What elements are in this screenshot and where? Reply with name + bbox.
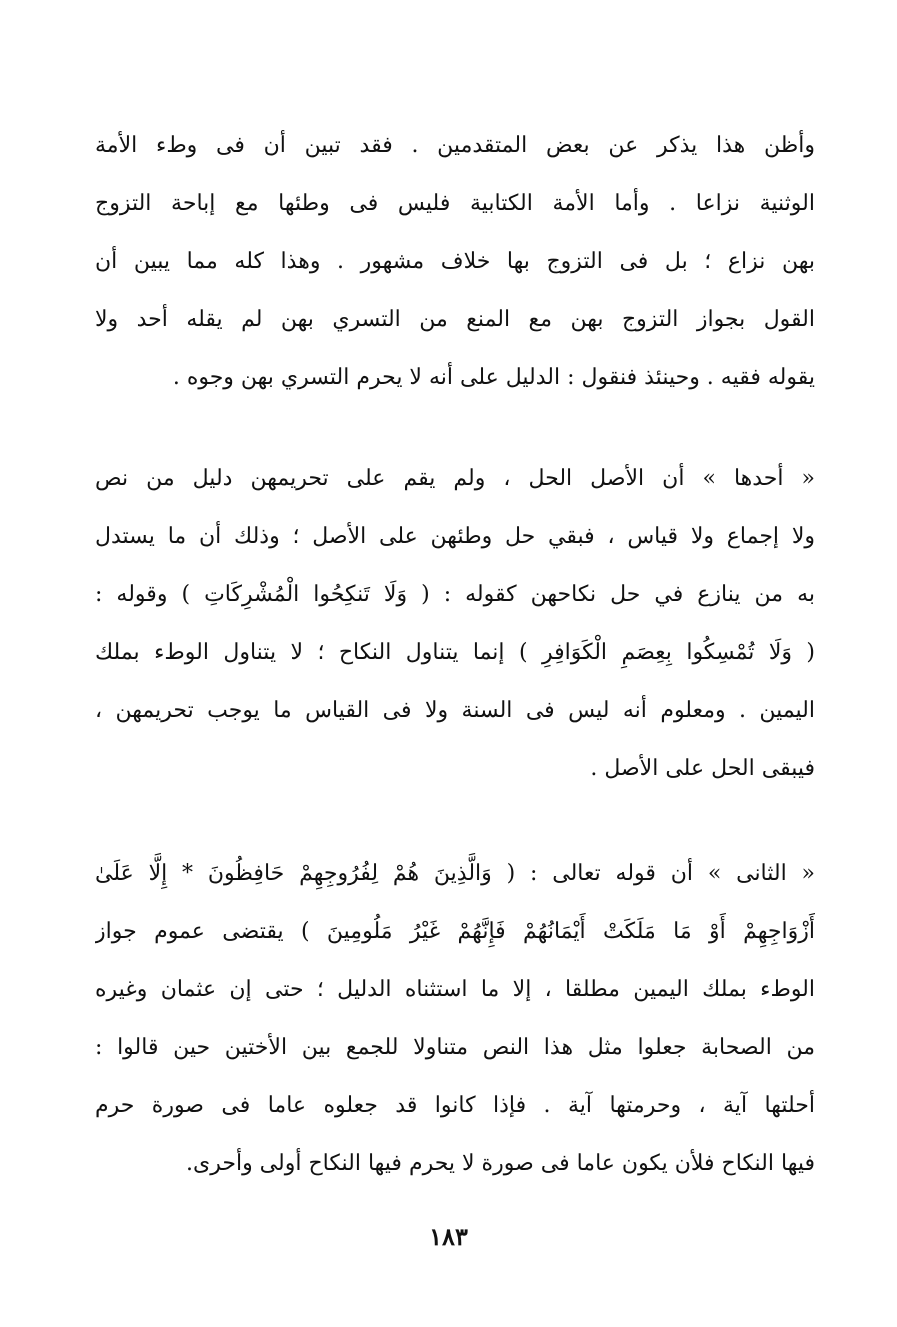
paragraph-line: القول بجواز التزوج بهن مع المنع من التسري بهن لم يقله أحد ولا <box>95 307 815 332</box>
paragraph-line: اليمين . ومعلوم أنه ليس فى السنة ولا فى القياس ما يوجب تحريمهن ، <box>95 698 815 723</box>
paragraph-line: الوثنية نزاعا . وأما الأمة الكتابية فليس فى وطئها مع إباحة التزوج <box>95 191 815 216</box>
paragraph-line: بهن نزاع ؛ بل فى التزوج بها خلاف مشهور . وهذا كله مما يبين أن <box>95 249 815 274</box>
paragraph-line: أَزْوَاجِهِمْ أَوْ مَا مَلَكَتْ أَيْمَانُهُمْ فَإِنَّهُمْ غَيْرُ مَلُومِينَ ) يقتضى عموم جواز <box>95 919 815 944</box>
paragraph-2 <box>95 450 815 798</box>
paragraph-line: الوطء بملك اليمين مطلقا ، إلا ما استثناه الدليل ؛ حتى إن عثمان وغيره <box>95 977 815 1002</box>
paragraph-line: « أحدها » أن الأصل الحل ، ولم يقم على تحريمهن دليل من نص <box>95 466 815 491</box>
paragraph-3 <box>95 845 815 1193</box>
paragraph-line: أحلتها آية ، وحرمتها آية . فإذا كانوا قد جعلوه عاما فى صورة حرم <box>95 1093 815 1118</box>
paragraph-line: « الثانى » أن قوله تعالى : ( وَالَّذِينَ هُمْ لِفُرُوجِهِمْ حَافِظُونَ * إِلَّا عَلَىٰ <box>95 861 815 886</box>
page-number: ١٨٣ <box>429 1222 468 1251</box>
paragraph-line: وأظن هذا يذكر عن بعض المتقدمين . فقد تبين أن فى وطء الأمة <box>95 133 815 158</box>
paragraph-line: يقوله فقيه . وحينئذ فنقول : الدليل على أنه لا يحرم التسري بهن وجوه . <box>172 365 815 390</box>
paragraph-line: من الصحابة جعلوا مثل هذا النص متناولا للجمع بين الأختين حين قالوا : <box>95 1035 815 1060</box>
paragraph-line: به من ينازع في حل نكاحهن كقوله : ( وَلَا تَنكِحُوا الْمُشْرِكَاتِ ) وقوله : <box>95 582 815 607</box>
paragraph-line: ( وَلَا تُمْسِكُوا بِعِصَمِ الْكَوَافِرِ ) إنما يتناول النكاح ؛ لا يتناول الوطء بملك <box>95 640 815 665</box>
paragraph-line: فيبقى الحل على الأصل . <box>590 756 815 781</box>
paragraph-1 <box>95 117 815 407</box>
paragraph-line: فيها النكاح فلأن يكون عاما فى صورة لا يحرم فيها النكاح أولى وأحرى. <box>186 1151 815 1176</box>
paragraph-line: ولا إجماع ولا قياس ، فبقي حل وطئهن على الأصل ؛ وذلك أن ما يستدل <box>95 524 815 549</box>
